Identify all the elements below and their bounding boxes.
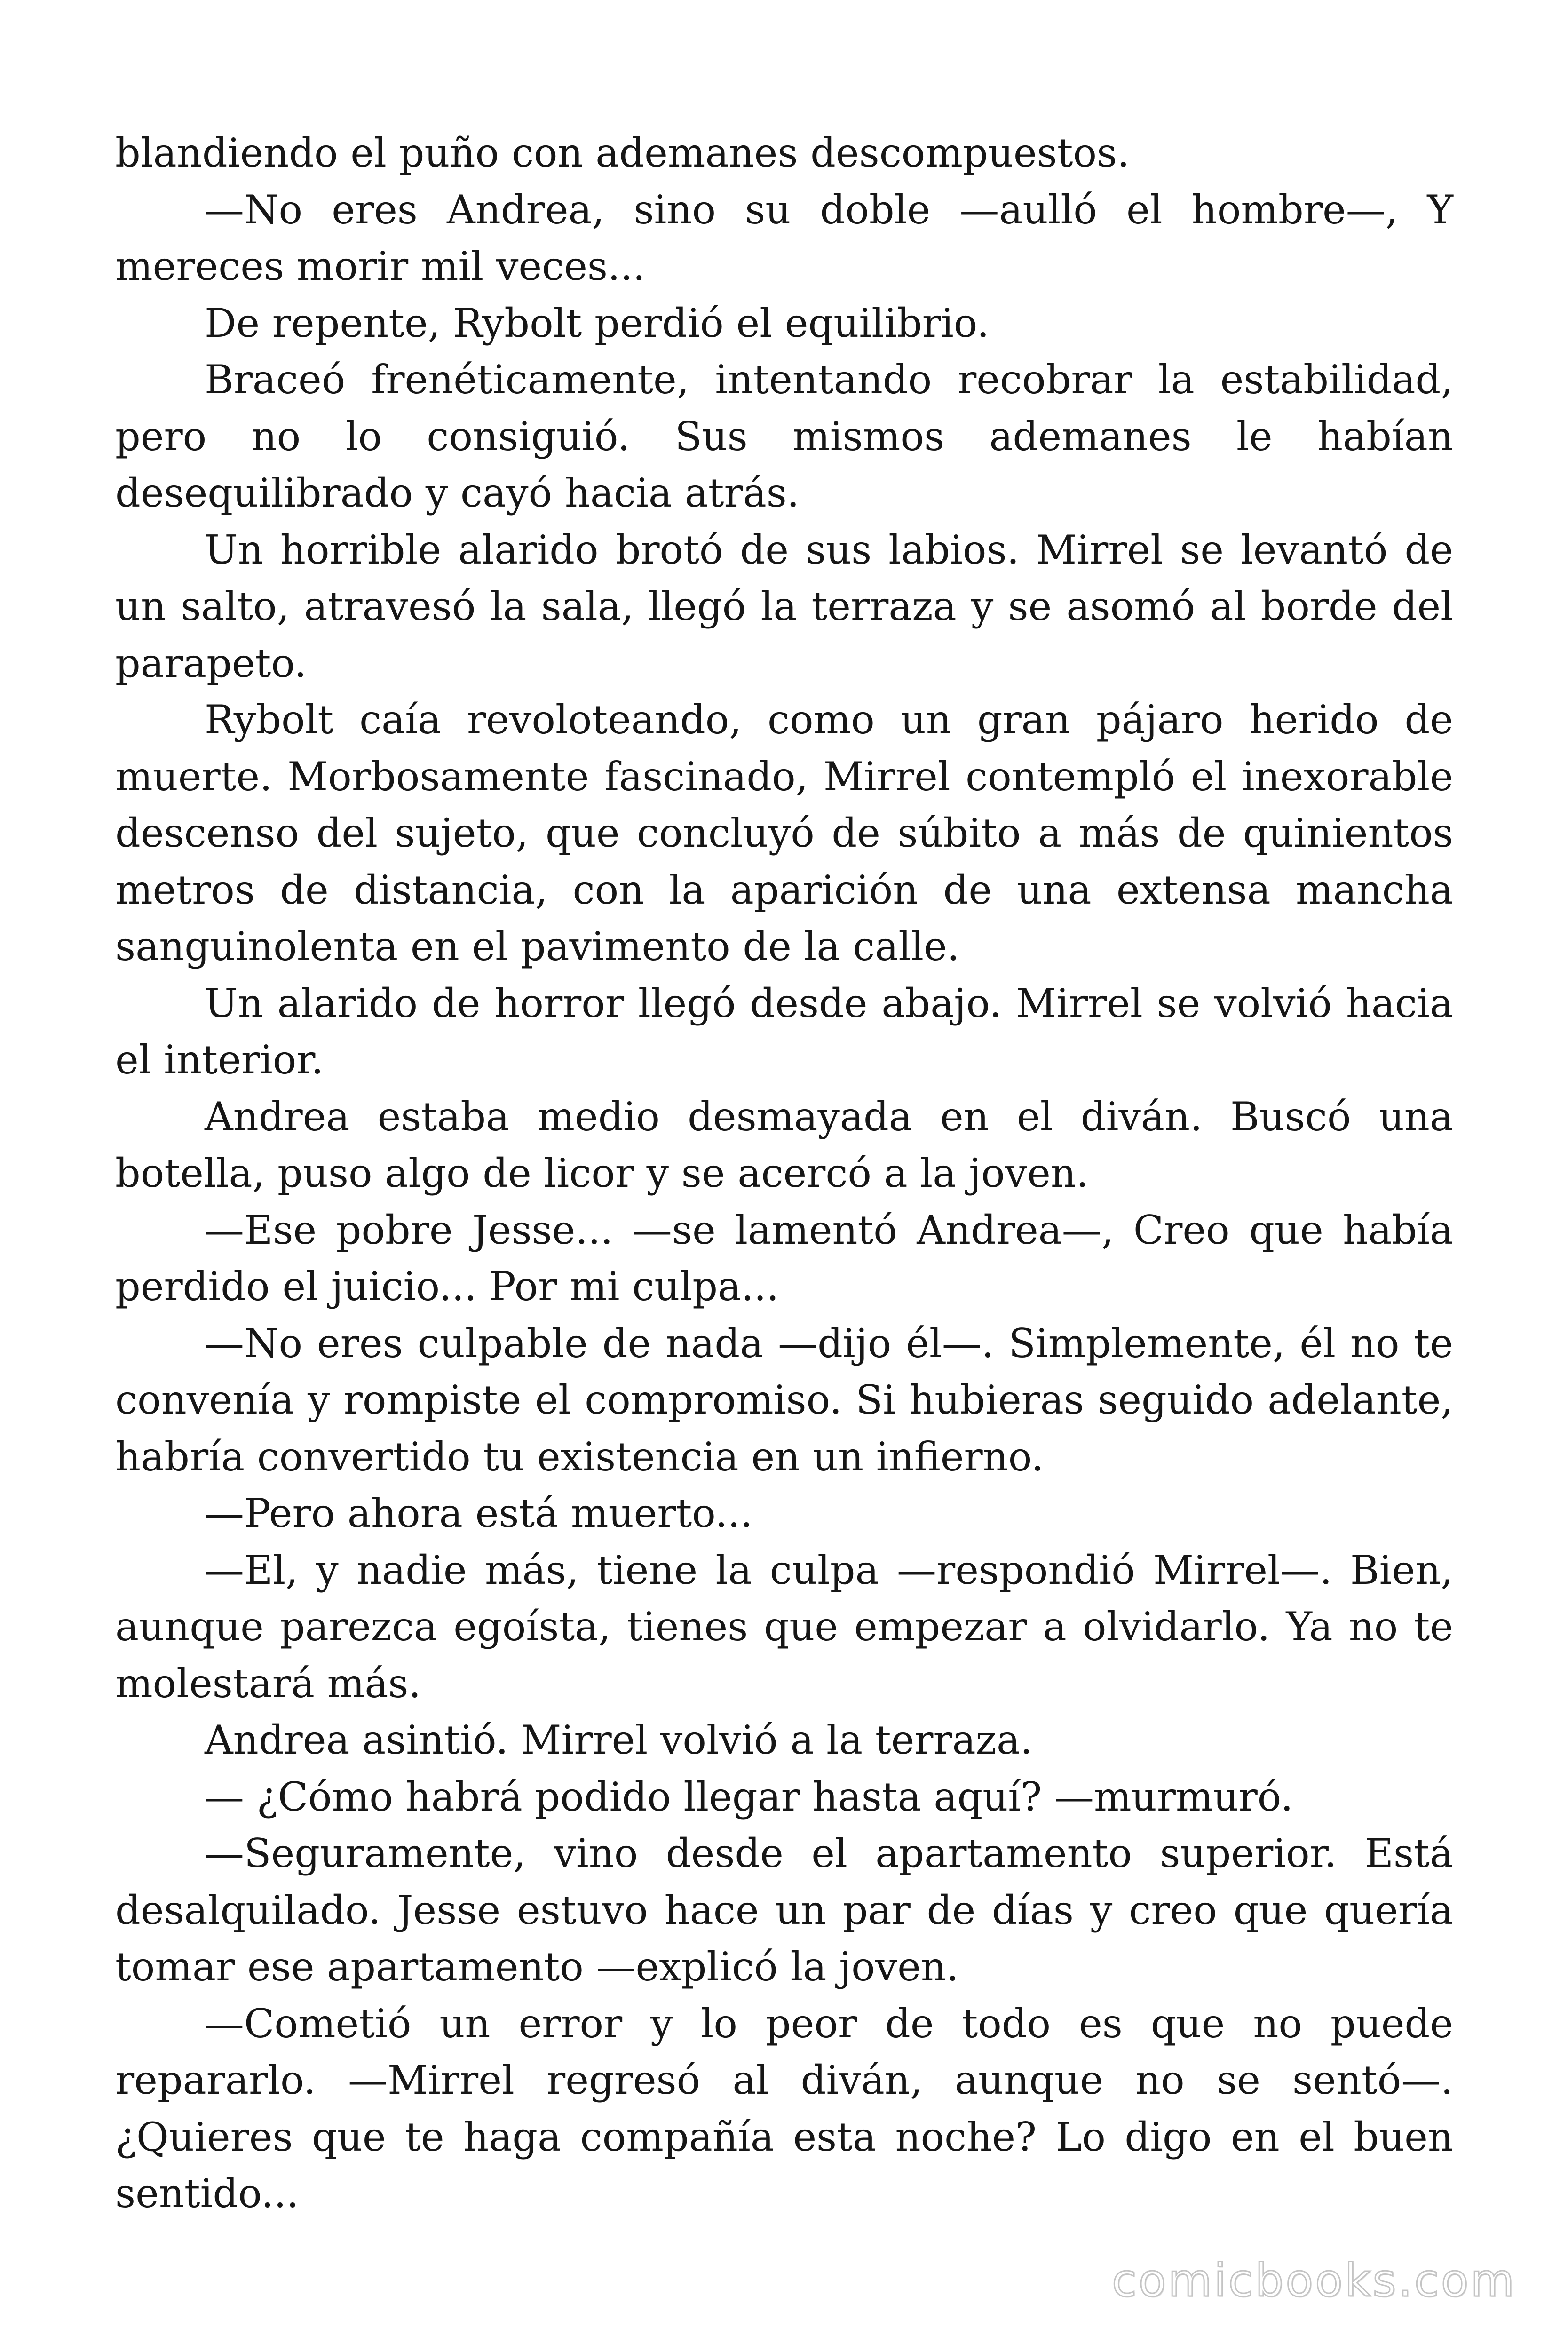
paragraph: —Pero ahora está muerto... <box>205 1490 753 1536</box>
paragraph: Andrea estaba medio desmayada en el diván. Buscó una botella, puso algo de licor y se acercó a la joven. <box>115 1093 1453 1196</box>
paragraph: —El, y nadie más, tiene la culpa —respondió Mirrel—. Bien, aunque parezca egoísta, tienes que empezar a olvidarlo. Ya no te molestará más. <box>115 1547 1453 1707</box>
paragraph: —Cometió un error y lo peor de todo es que no puede repararlo. —Mirrel regresó al diván, aunque no se sentó—. ¿Quieres que te haga compañía esta noche? Lo digo en el buen sentido... <box>115 2000 1453 2217</box>
book-page-text <box>115 125 1453 2222</box>
paragraph: Un alarido de horror llegó desde abajo. Mirrel se volvió hacia el interior. <box>115 980 1453 1083</box>
paragraph: —Seguramente, vino desde el apartamento superior. Está desalquilado. Jesse estuvo hace un par de días y creo que quería tomar ese apartamento —explicó la joven. <box>115 1830 1453 1990</box>
paragraph: De repente, Rybolt perdió el equilibrio. <box>205 300 990 346</box>
paragraph: Braceó frenéticamente, intentando recobrar la estabilidad, pero no lo consiguió. Sus mismos ademanes le habían desequilibrado y cayó hacia atrás. <box>115 357 1453 516</box>
paragraph: Rybolt caía revoloteando, como un gran pájaro herido de muerte. Morbosamente fascinado, Mirrel contempló el inexorable descenso del sujeto, que concluyó de súbito a más de quinientos metros de distancia, con la aparición de una extensa mancha sanguinolenta en el pavimento de la calle. <box>115 697 1453 969</box>
paragraph: blandiendo el puño con ademanes descompuestos. <box>115 130 1130 176</box>
paragraph: —Ese pobre Jesse... —se lamentó Andrea—, Creo que había perdido el juicio... Por mi culpa... <box>115 1207 1453 1310</box>
paragraph: —No eres culpable de nada —dijo él—. Simplemente, él no te convenía y rompiste el compromiso. Si hubieras seguido adelante, habría convertido tu existencia en un infierno. <box>115 1320 1453 1480</box>
paragraph: Andrea asintió. Mirrel volvió a la terraza. <box>205 1717 1033 1763</box>
paragraph: Un horrible alarido brotó de sus labios. Mirrel se levantó de un salto, atravesó la sala, llegó la terraza y se asomó al borde del parapeto. <box>115 526 1453 686</box>
watermark: comicbooks.com <box>1111 2254 1516 2307</box>
paragraph: — ¿Cómo habrá podido llegar hasta aquí? —murmuró. <box>205 1773 1293 1820</box>
paragraph: —No eres Andrea, sino su doble —aulló el hombre—, Y mereces morir mil veces... <box>115 186 1453 289</box>
